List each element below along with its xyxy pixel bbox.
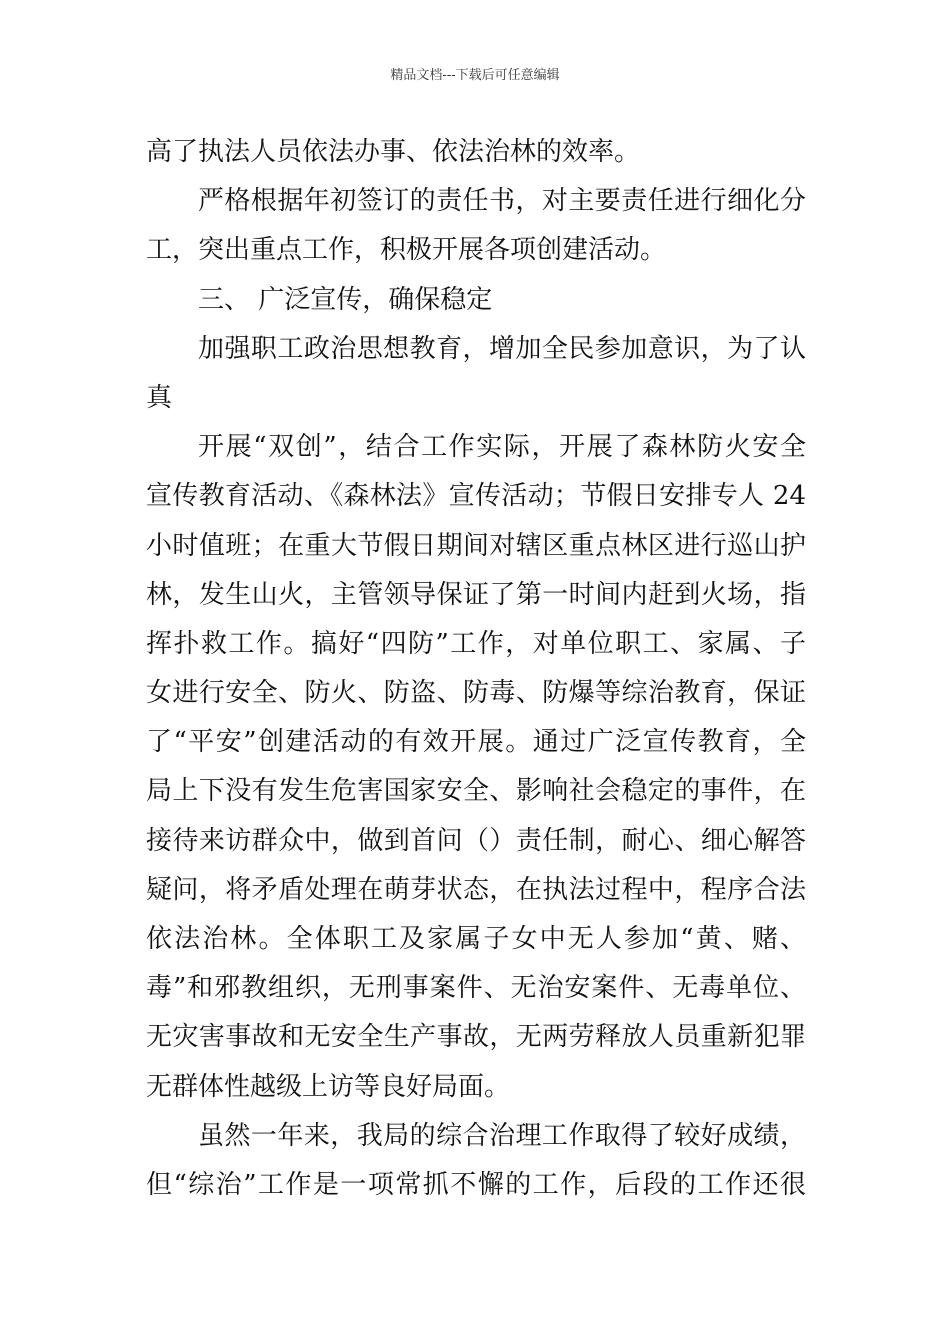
paragraph-first-line: 严格根据年初签订的责任书，对主要责任进行细化分 [198,186,806,217]
text-line: 接待来访群众中，做到首问（）责任制，耐心、细心解答 [146,825,806,856]
text-line: 宣传教育活动、《森林法》宣传活动；节假日安排专人 24 [146,481,806,512]
text-line: 了“平安”创建活动的有效开展。通过广泛宣传教育，全 [146,727,806,758]
page-header: 精品文档---下载后可任意编辑 [390,68,560,83]
paragraph-first-line: 加强职工政治思想教育，增加全民参加意识，为了认 [198,333,806,364]
text-line: 高了执法人员依法办事、依法治林的效率。 [146,137,641,167]
text-line: 无灾害事故和无安全生产事故，无两劳释放人员重新犯罪 [146,1022,806,1053]
text-line: 依法治林。全体职工及家属子女中无人参加“黄、赌、 [146,924,806,954]
document-body [146,128,806,1210]
paragraph-first-line: 开展“双创”，结合工作实际，开展了森林防火安全 [198,432,806,463]
text-line: 毒”和邪教组织，无刑事案件、无治安案件、无毒单位、 [146,973,806,1004]
text-line: 局上下没有发生危害国家安全、影响社会稳定的事件，在 [146,776,806,807]
section-heading: 三、 广泛宣传，确保稳定 [198,284,493,315]
text-line: 挥扑救工作。搞好“四防”工作，对单位职工、家属、子 [146,628,806,659]
text-line: 无群体性越级上访等良好局面。 [146,1071,511,1102]
text-line: 真 [146,382,173,413]
text-line: 林，发生山火，主管领导保证了第一时间内赶到火场，指 [146,579,806,610]
text-line: 但“综治”工作是一项常抓不懈的工作，后段的工作还很 [146,1169,806,1200]
text-line: 小时值班；在重大节假日期间对辖区重点林区进行巡山护 [146,530,806,561]
text-line: 工，突出重点工作，积极开展各项创建活动。 [146,235,667,266]
text-line: 疑问，将矛盾处理在萌芽状态，在执法过程中，程序合法 [146,874,806,905]
paragraph-first-line: 虽然一年来，我局的综合治理工作取得了较好成绩， [198,1120,806,1151]
text-line: 女进行安全、防火、防盗、防毒、防爆等综治教育，保证 [146,678,806,709]
